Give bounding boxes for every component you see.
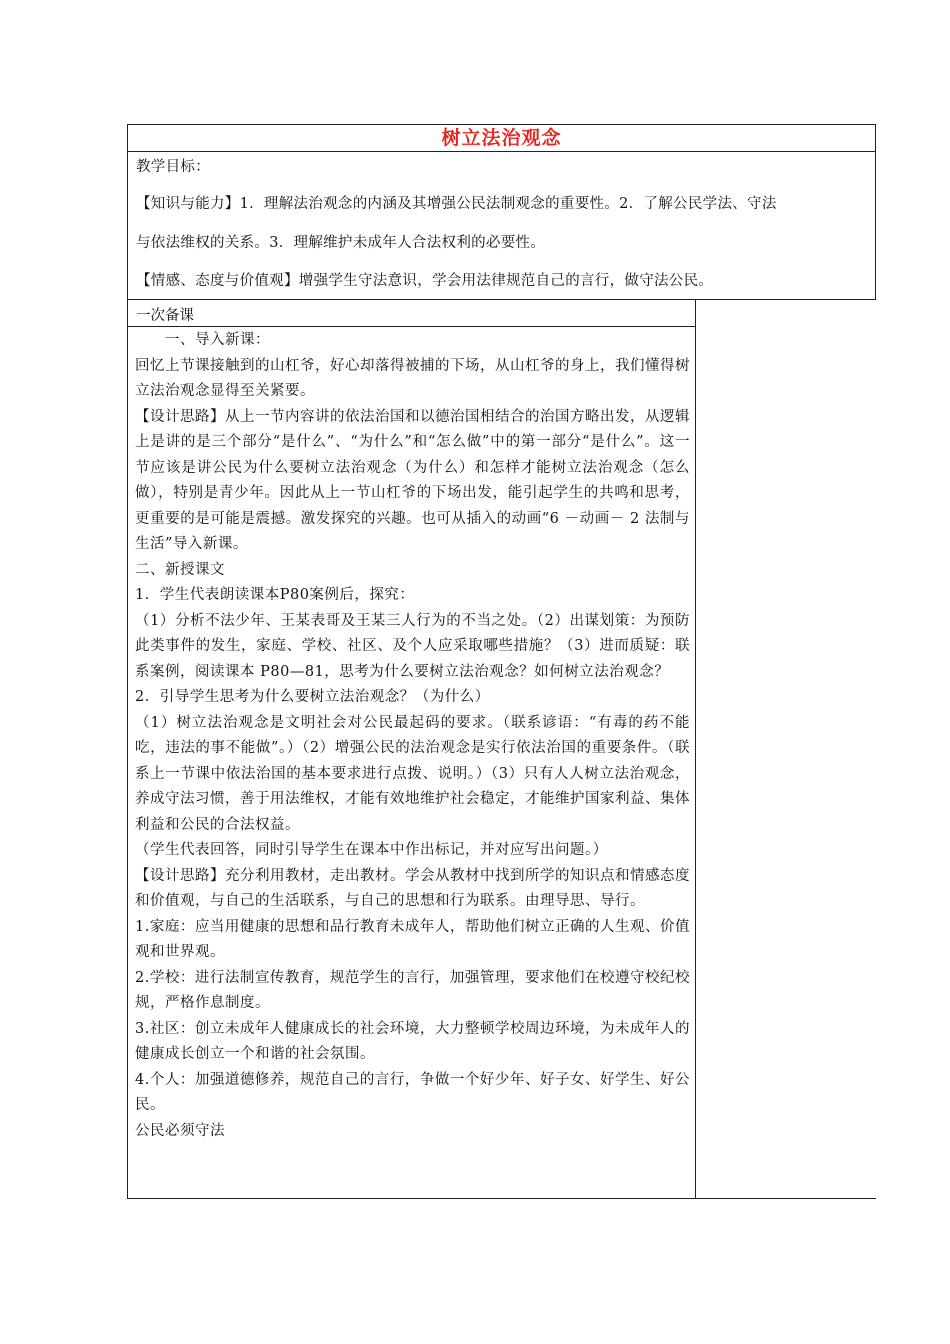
lesson-body bbox=[135, 328, 690, 1144]
lesson-prep-table bbox=[127, 299, 696, 1199]
knowledge-objective-line-1: 【知识与能力】1．理解法治观念的内涵及其增强公民法制观念的重要性。2．了解公民学法、守法 bbox=[136, 196, 777, 212]
paragraph-step-1: 1．学生代表朗读课本P80案例后，探究： bbox=[135, 587, 415, 603]
paragraph-intro-heading: 一、导入新课： bbox=[135, 332, 270, 348]
list-item-school: 2.学校：进行法制宣传教育，规范学生的言行，加强管理，要求他们在校遵守校纪校规，严格作息制度。 bbox=[135, 969, 690, 1011]
paragraph-new-lesson-heading: 二、新授课文 bbox=[135, 561, 225, 578]
right-cell-divider bbox=[695, 299, 696, 1199]
paragraph-step-1-questions: （1）分析不法少年、王某表哥及王某三人行为的不当之处。（2）出谋划策：为预防此类事件的发生，家庭、学校、社区、及个人应采取哪些措施？（3）进而质疑：联系案例，阅读课本 P80—81，思考为什么要树立法治观念？如何树立法治观念？ bbox=[135, 612, 690, 680]
knowledge-objective-line-2: 与依法维权的关系。3．理解维护未成年人合法权利的必要性。 bbox=[136, 235, 546, 251]
paragraph-must-obey-law: 公民必须守法 bbox=[135, 1122, 225, 1139]
section-header-row bbox=[128, 300, 695, 327]
objectives-table bbox=[127, 124, 876, 300]
paragraph-design-2: 【设计思路】充分利用教材，走出教材。学会从教材中找到所学的知识点和情感态度和价值观，与自己的生活联系，与自己的思想和行为联系。由理导思、导行。 bbox=[135, 867, 690, 909]
paragraph-intro: 回忆上节课接触到的山杠爷，好心却落得被捕的下场，从山杠爷的身上，我们懂得树立法治观念显得至关紧要。 bbox=[135, 357, 690, 399]
paragraph-step-2: 2．引导学生思考为什么要树立法治观念？（为什么） bbox=[135, 689, 490, 705]
paragraph-design-1: 【设计思路】从上一节内容讲的依法治国和以德治国相结合的治国方略出发，从逻辑上是讲的是三个部分“是什么”、“为什么”和“怎么做”中的第一部分“是什么”。这一节应该是讲公民为什么要树立法治观念（为什么）和怎样才能树立法治观念（怎么做），特别是青少年。因此从上一节山杠爷的下场出发，能引起学生的共鸣和思考，更重要的是可能是震撼。激发探究的兴趣。也可从插入的动画“6 －动画－ 2 法制与生活”导入新课。 bbox=[135, 408, 690, 552]
list-item-community: 3.社区：创立未成年人健康成长的社会环境，大力整顿学校周边环境，为未成年人的健康成长创立一个和谐的社会氛围。 bbox=[135, 1020, 690, 1062]
list-item-individual: 4.个人：加强道德修养，规范自己的言行，争做一个好少年、好子女、好学生、好公民。 bbox=[135, 1071, 690, 1113]
objectives-heading: 教学目标： bbox=[136, 159, 210, 175]
paragraph-student-answer: （学生代表回答，同时引导学生在课本中作出标记，并对应写出问题。） bbox=[135, 842, 608, 858]
paragraph-step-2-answers: （1）树立法治观念是文明社会对公民最起码的要求。（联系谚语：“有毒的药不能吃，违法的事不能做”。）（2）增强公民的法治观念是实行依法治国的重要条件。（联系上一节课中依法治国的基本要求进行点拨、说明。）（3）只有人人树立法治观念，养成守法习惯，善于用法维权，才能有效地维护社会稳定，才能维护国家利益、集体利益和公民的合法权益。 bbox=[135, 714, 690, 833]
right-cell-bottom-line bbox=[695, 1198, 876, 1199]
page-title: 树立法治观念 bbox=[441, 127, 562, 149]
list-item-family: 1.家庭：应当用健康的思想和品行教育未成年人，帮助他们树立正确的人生观、价值观和世界观。 bbox=[135, 918, 690, 960]
title-row bbox=[128, 125, 875, 152]
emotion-objective-line: 【情感、态度与价值观】增强学生守法意识，学会用法律规范自己的言行，做守法公民。 bbox=[136, 273, 714, 289]
section-label: 一次备课 bbox=[136, 308, 194, 324]
